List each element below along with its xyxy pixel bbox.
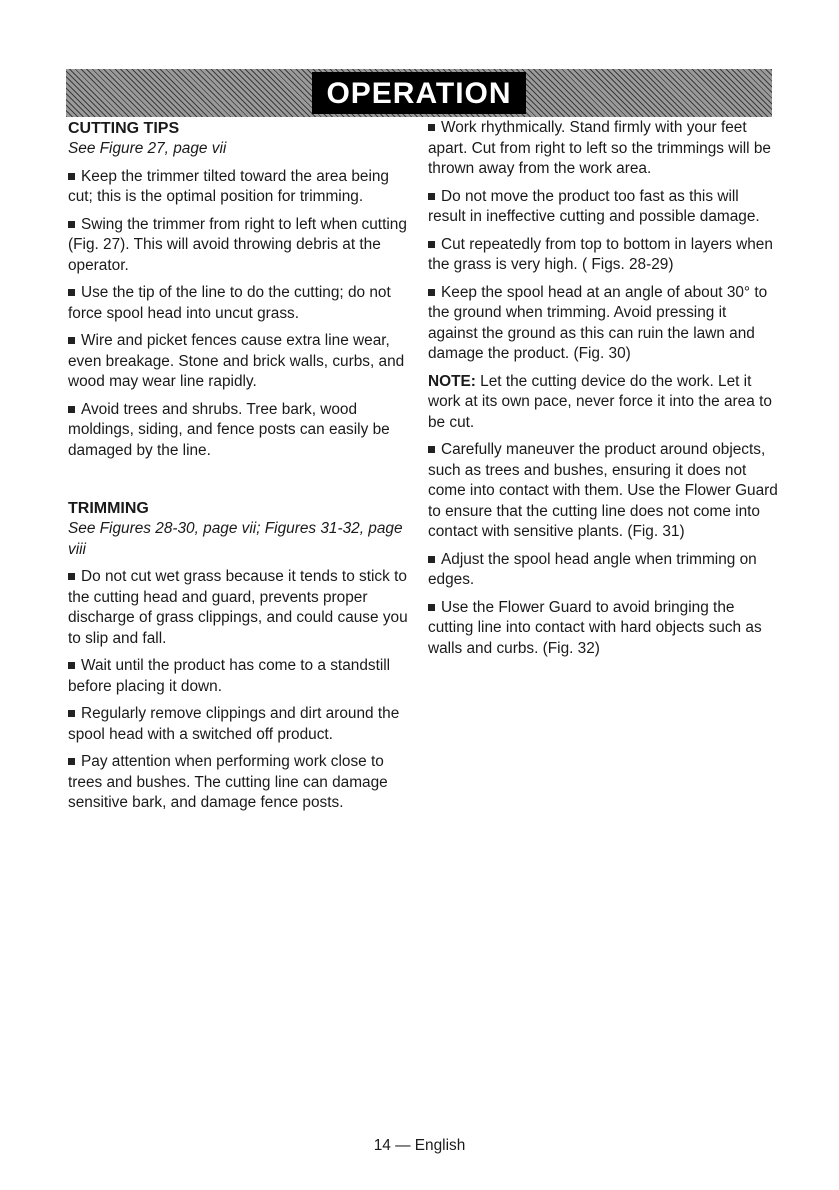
note-text: Let the cutting device do the work. Let it work at its own pace, never force it into the area to be cut.: [428, 372, 772, 431]
note-paragraph: [428, 372, 778, 434]
left-column: [68, 118, 413, 821]
bullet-icon: [428, 289, 435, 296]
list-item: Keep the spool head at an angle of about 30° to the ground when trimming. Avoid pressing it against the ground as this can ruin the lawn and damage the product. (Fig. 30): [428, 283, 768, 362]
cutting-tips-reference: See Figure 27, page vii: [68, 140, 227, 157]
bullet-icon: [68, 173, 75, 180]
list-item: Work rhythmically. Stand firmly with your feet apart. Cut from right to left so the trimmings will be thrown away from the work area.: [428, 119, 771, 177]
list-item: Cut repeatedly from top to bottom in layers when the grass is very high. ( Figs. 28-29): [428, 235, 773, 273]
bullet-icon: [68, 758, 75, 765]
list-item: Swing the trimmer from right to left when cutting (Fig. 27). This will avoid throwing debris at the operator.: [68, 215, 407, 274]
bullet-icon: [68, 406, 75, 413]
bullet-icon: [428, 604, 435, 611]
bullet-icon: [68, 662, 75, 669]
bullet-icon: [428, 193, 435, 200]
bullet-icon: [428, 241, 435, 248]
bullet-icon: [68, 710, 75, 717]
list-item: Keep the trimmer tilted toward the area being cut; this is the optimal position for trimming.: [68, 167, 389, 205]
list-item: Regularly remove clippings and dirt around the spool head with a switched off product.: [68, 705, 400, 743]
list-item: Adjust the spool head angle when trimming on edges.: [428, 550, 757, 588]
cutting-tips-heading: CUTTING TIPS: [68, 120, 180, 137]
page-footer: 14 — English: [373, 1137, 466, 1154]
note-label: NOTE:: [428, 372, 476, 390]
bullet-icon: [428, 124, 435, 131]
section-banner: [66, 69, 772, 117]
bullet-icon: [68, 221, 75, 228]
section-title: OPERATION: [312, 72, 525, 114]
list-item: Use the Flower Guard to avoid bringing the cutting line into contact with hard objects such as walls and curbs. (Fig. 32): [428, 598, 762, 657]
bullet-icon: [428, 446, 435, 453]
bullet-icon: [68, 337, 75, 344]
list-item: Do not move the product too fast as this will result in ineffective cutting and possible damage.: [428, 187, 760, 225]
section-spacer: [68, 468, 413, 498]
list-item: Wait until the product has come to a standstill before placing it down.: [68, 657, 391, 695]
list-item: Do not cut wet grass because it tends to stick to the cutting head and guard, prevents proper discharge of grass clippings, and could cause you to slip and fall.: [68, 568, 408, 647]
bullet-icon: [68, 289, 75, 296]
bullet-icon: [428, 556, 435, 563]
list-item: Avoid trees and shrubs. Tree bark, wood moldings, siding, and fence posts can easily be damaged by the line.: [68, 400, 390, 459]
right-column: [428, 118, 778, 666]
bullet-icon: [68, 573, 75, 580]
list-item: Pay attention when performing work close to trees and bushes. The cutting line can damage sensitive bark, and damage fence posts.: [68, 753, 388, 811]
list-item: Use the tip of the line to do the cutting; do not force spool head into uncut grass.: [68, 284, 391, 322]
trimming-heading: TRIMMING: [68, 500, 149, 517]
trimming-reference: See Figures 28-30, page vii; Figures 31-32, page viii: [68, 520, 403, 558]
list-item: Wire and picket fences cause extra line wear, even breakage. Stone and brick walls, curbs, and wood may wear line rapidly.: [68, 332, 405, 390]
list-item: Carefully maneuver the product around objects, such as trees and bushes, ensuring it does not come into contact with them. Use the Flower Guard to ensure that the cutting line does not come into contact with sensitive plants. (Fig. 31): [428, 441, 778, 540]
